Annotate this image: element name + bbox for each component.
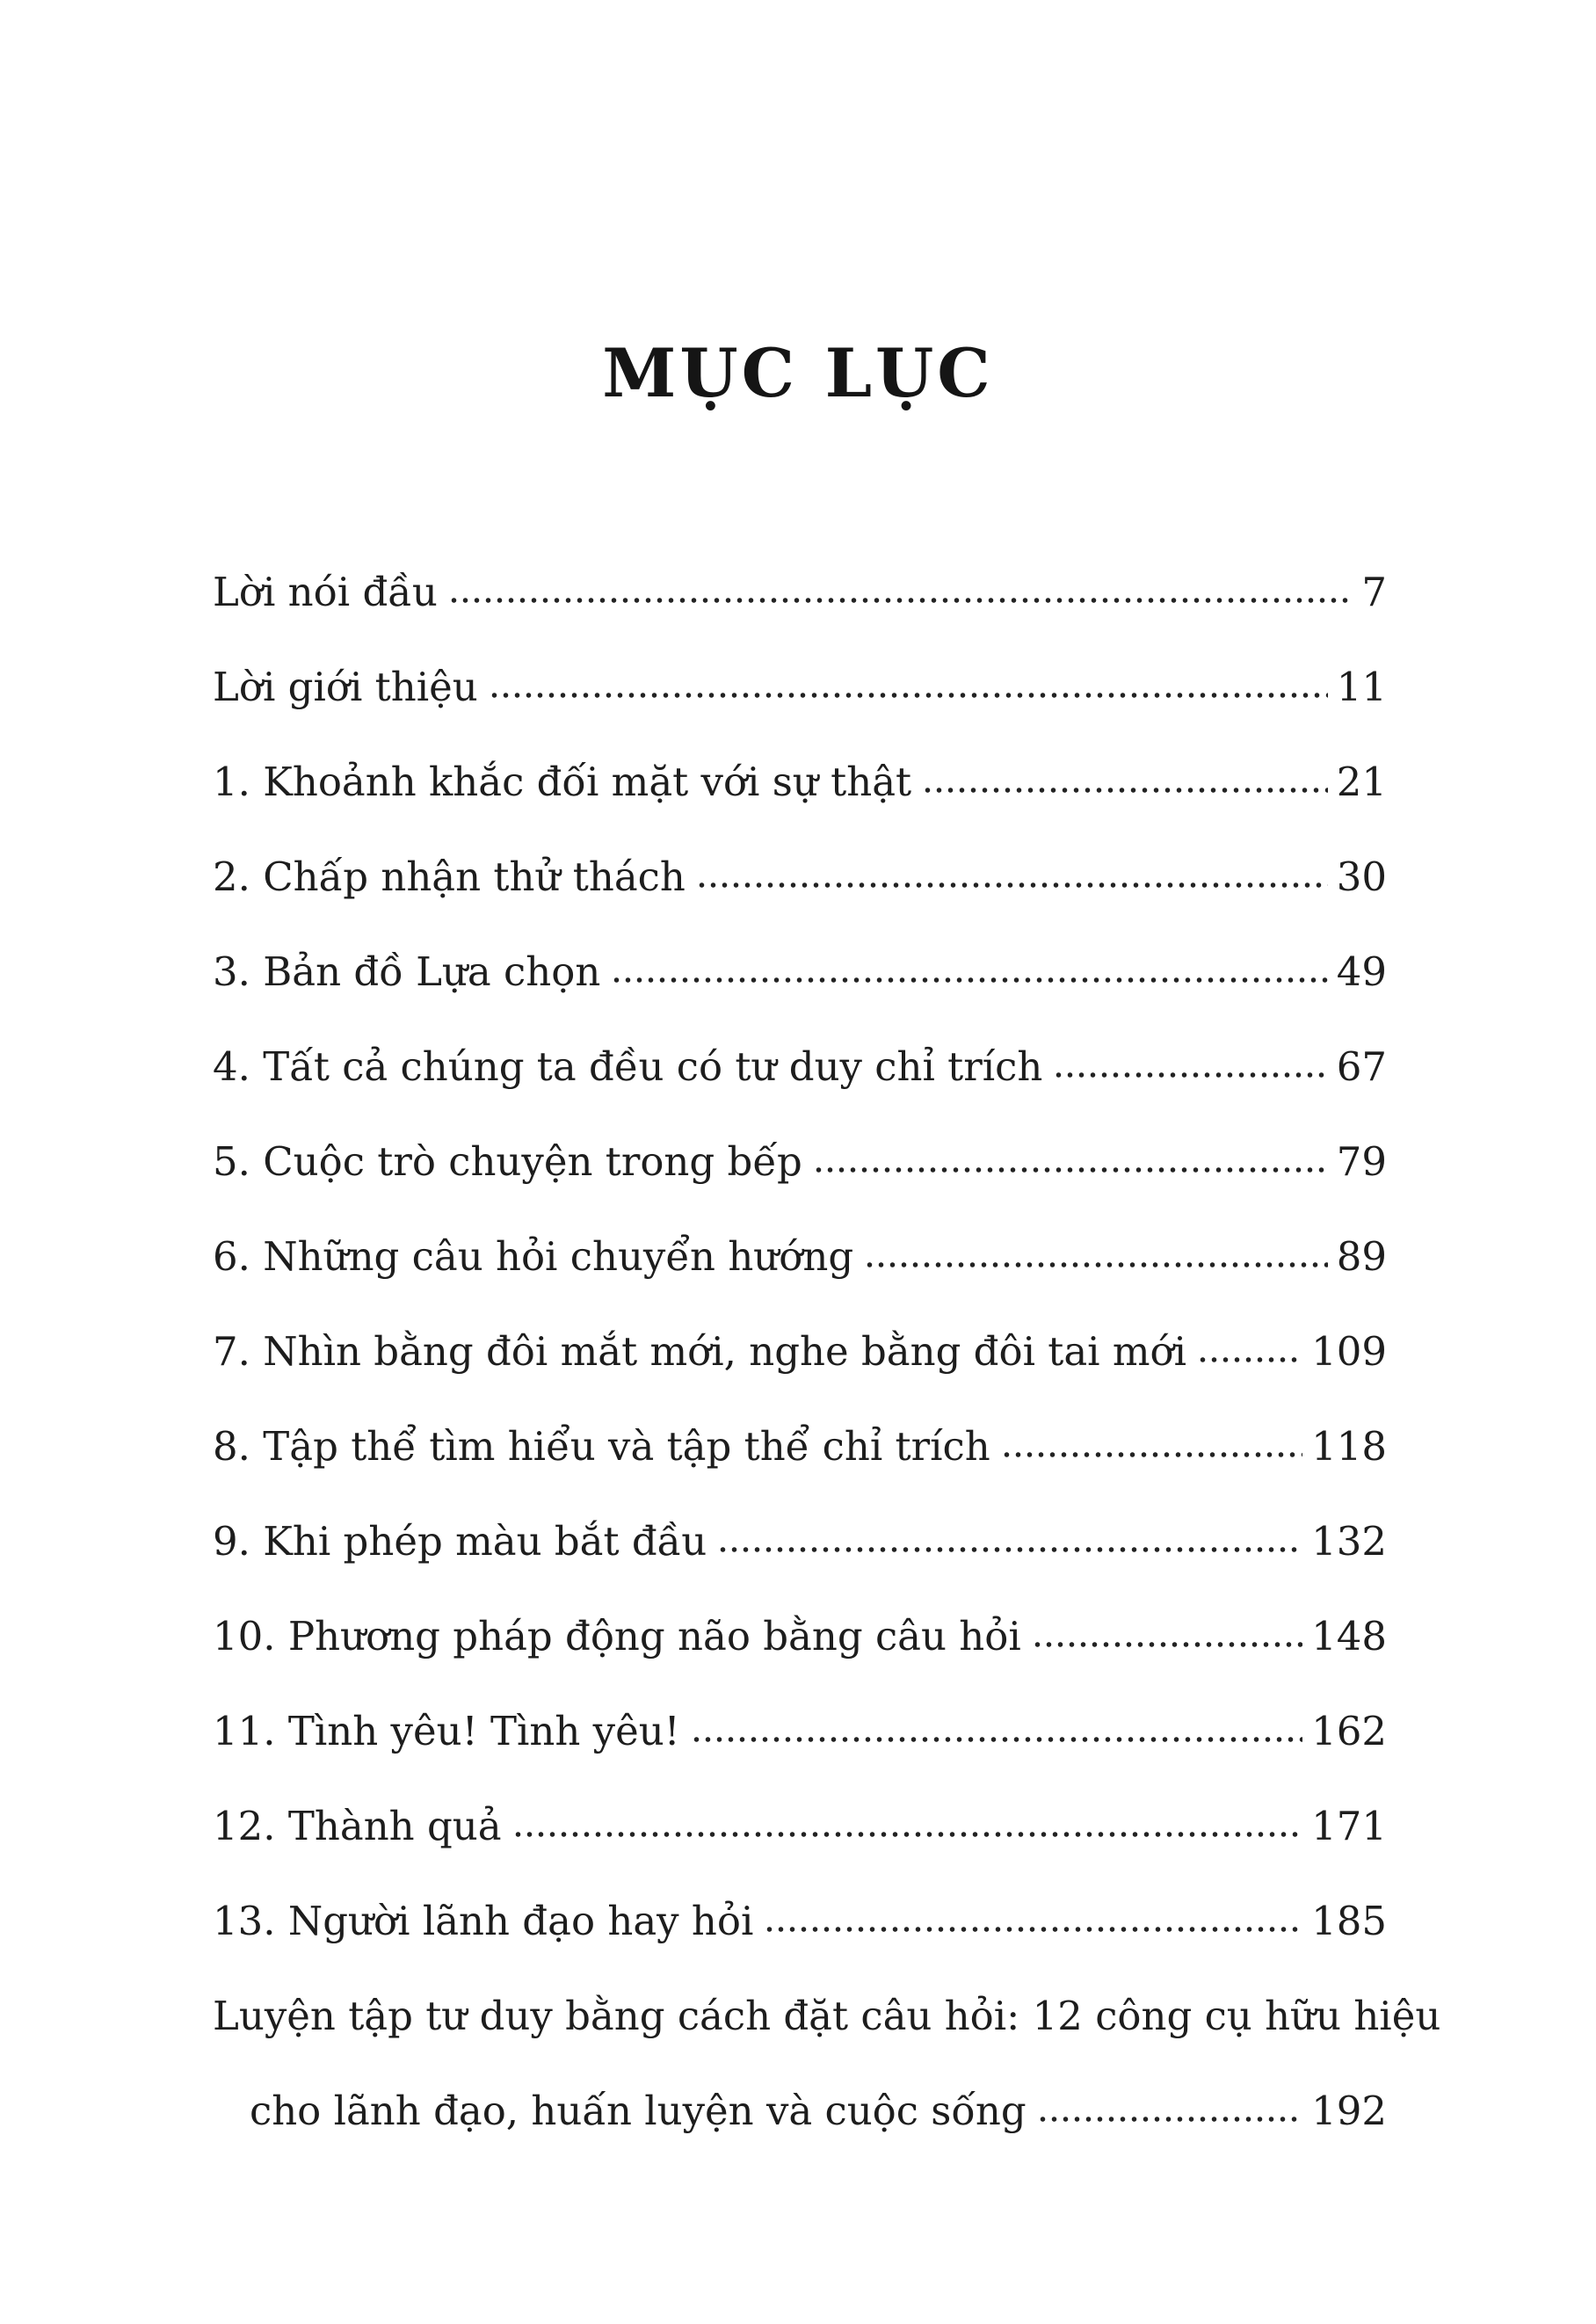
- dot-leader: [717, 1545, 1302, 1554]
- dot-leader: [1001, 1450, 1302, 1459]
- toc-entry-label: Lời nói đầu: [213, 568, 438, 615]
- dot-leader: [1037, 2115, 1302, 2124]
- toc-entry-page: 79: [1336, 1137, 1387, 1185]
- toc-entry-page: 192: [1311, 2087, 1387, 2134]
- toc-entry-page: 7: [1361, 568, 1387, 615]
- toc-entry-label: 9. Khi phép màu bắt đầu: [213, 1517, 707, 1565]
- toc-entry: [213, 897, 1387, 995]
- toc-entry-label: 10. Phương pháp động não bằng câu hỏi: [213, 1612, 1021, 1659]
- toc-entry-label: Luyện tập tư duy bằng cách đặt câu hỏi: 12 công cụ hữu hiệu: [213, 1992, 1441, 2039]
- toc-entry-page: 118: [1311, 1422, 1387, 1470]
- dot-leader: [922, 786, 1328, 795]
- toc-entry-page: 132: [1311, 1517, 1387, 1565]
- toc-entry-label: 11. Tình yêu! Tình yêu!: [213, 1707, 680, 1754]
- toc-entry-label: 5. Cuộc trò chuyện trong bếp: [213, 1137, 802, 1185]
- dot-leader: [691, 1735, 1302, 1744]
- toc-entry: [213, 1467, 1387, 1565]
- dot-leader: [764, 1925, 1302, 1934]
- toc-entry-label: 4. Tất cả chúng ta đều có tư duy chỉ trích: [213, 1042, 1043, 1090]
- dot-leader: [1197, 1355, 1302, 1364]
- toc-entry: [213, 1182, 1387, 1280]
- toc-entry: [213, 1942, 1441, 2039]
- dot-leader: [1032, 1640, 1302, 1649]
- toc-title: MỤC LỤC: [602, 334, 994, 412]
- toc-entry-label: 13. Người lãnh đạo hay hỏi: [213, 1897, 754, 1944]
- toc-entry-page: 21: [1336, 758, 1387, 805]
- toc-entry-page: 148: [1311, 1612, 1387, 1659]
- dot-leader: [489, 691, 1328, 700]
- toc-entry: [213, 2037, 1387, 2132]
- toc-entry: [213, 992, 1387, 1090]
- toc-entry-label: 1. Khoảnh khắc đối mặt với sự thật: [213, 758, 912, 805]
- dot-leader: [864, 1260, 1328, 1269]
- dot-leader: [448, 596, 1353, 605]
- toc-entry-label: 6. Những câu hỏi chuyển hướng: [213, 1232, 854, 1280]
- toc-entry-label: 8. Tập thể tìm hiểu và tập thể chỉ trích: [213, 1422, 990, 1470]
- toc-entry-label: cho lãnh đạo, huấn luyện và cuộc sống: [250, 2087, 1027, 2134]
- toc-entry-page: 49: [1336, 948, 1387, 995]
- toc-entry: [213, 518, 1387, 613]
- toc-entry: [213, 1372, 1387, 1470]
- toc-list: [213, 518, 1441, 2134]
- toc-entry-label: 3. Bản đồ Lựa chọn: [213, 948, 601, 995]
- toc-entry: [213, 1562, 1387, 1657]
- toc-entry: [213, 803, 1387, 900]
- dot-leader: [1053, 1071, 1327, 1079]
- dot-leader: [512, 1830, 1303, 1839]
- toc-entry-page: 11: [1336, 663, 1387, 710]
- toc-entry-page: 162: [1311, 1707, 1387, 1754]
- toc-entry-page: 185: [1311, 1897, 1387, 1944]
- toc-entry-label: 7. Nhìn bằng đôi mắt mới, nghe bằng đôi tai mới: [213, 1327, 1187, 1375]
- toc-entry: [213, 708, 1387, 803]
- toc-entry: [213, 1752, 1387, 1847]
- toc-entry: [213, 613, 1387, 708]
- toc-entry: [213, 1847, 1387, 1942]
- dot-leader: [696, 881, 1328, 890]
- toc-entry: [213, 1657, 1387, 1752]
- dot-leader: [611, 976, 1327, 984]
- toc-entry-page: 109: [1311, 1327, 1387, 1375]
- toc-entry-page: 89: [1336, 1232, 1387, 1280]
- toc-entry-page: 30: [1336, 853, 1387, 900]
- toc-entry-page: 171: [1311, 1802, 1387, 1849]
- toc-entry-label: 2. Chấp nhận thử thách: [213, 853, 686, 900]
- toc-entry: [213, 1087, 1387, 1185]
- toc-entry-label: Lời giới thiệu: [213, 663, 478, 710]
- toc-entry-label: 12. Thành quả: [213, 1802, 502, 1849]
- dot-leader: [813, 1166, 1328, 1174]
- toc-entry-page: 67: [1336, 1042, 1387, 1090]
- toc-entry: [213, 1277, 1387, 1375]
